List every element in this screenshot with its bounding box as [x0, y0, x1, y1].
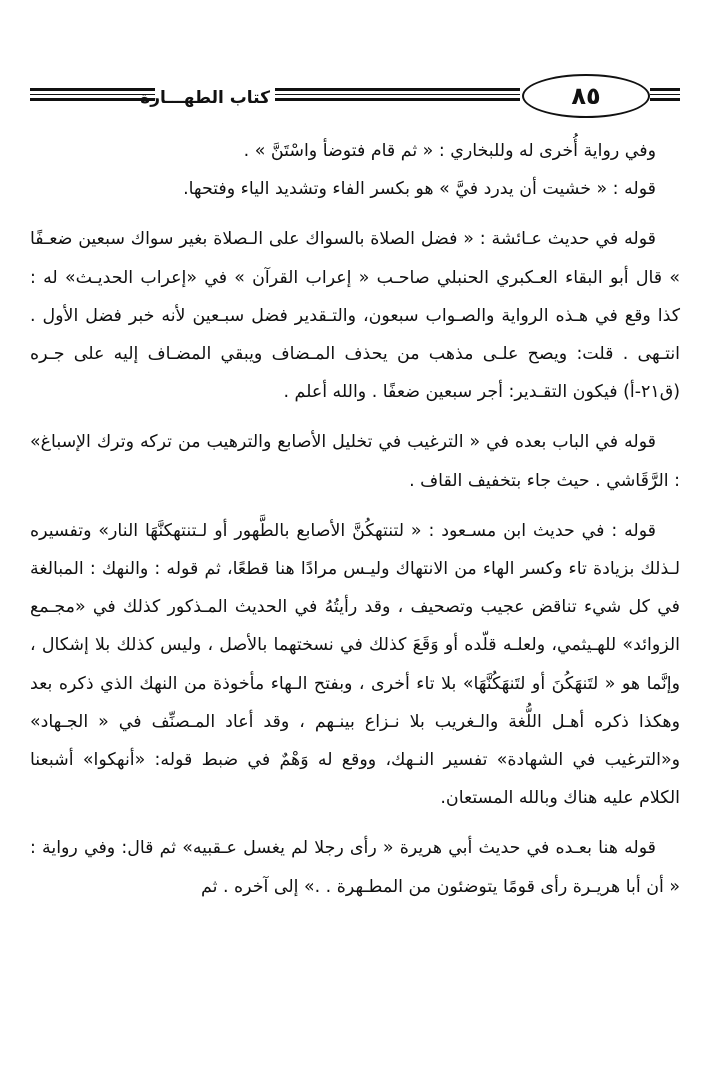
- header-rule-left-mid: [30, 94, 155, 95]
- paragraph: قوله في الباب بعده في « الترغيب في تخليل الأصابع والترهيب من تركه وترك الإسباغ» : الرَّقَاشي . حيث جاء بتخفيف القاف .: [30, 432, 680, 491]
- header-rule-center-bottom: [275, 98, 520, 101]
- header-rule-center-mid: [275, 94, 520, 95]
- paragraph: وفي رواية أُخرى له وللبخاري : « ثم قام فتوضأ واسْتَنَّ » .: [243, 141, 656, 161]
- book-title: كتاب الطهـــارة: [140, 88, 270, 108]
- header-rule-left-bottom: [30, 98, 155, 101]
- page-header: [30, 72, 680, 122]
- page-number-badge: [522, 74, 650, 118]
- paragraph: قوله : في حديث ابن مسـعود : « لتنتهكُنَّ الأصابع بالطَّهور أو لـتنتهكنَّهَا النار» وتفسيره لـذلك بزيادة تاء وكسر الهاء من الانتهاك وليـس مرادًا هنا قطعًا، ثم قوله : والنهك : المبالغة في كل شيء تناقض عجيب وتصحيف ، وقد رأيتُهُ في الحديث المـذكور كذلك في «مجـمع الزوائد» للهـيثمي، ولعلـه قلّده أو وَقَعَ كذلك في نسختهما بالأصل ، وليس كذلك بلا إشكال ، وإنَّما هو « لتَنهَكُنَ أو لتَنهَكُنَّهَا» بلا تاء أخرى ، وبفتح الـهاء مأخوذة من النهك الذي ذكره بعد وهكذا ذكره أهـل اللُّغة والـغريب بلا نـزاع بينـهم ، وقد أعاد المـصنِّف في « الجـهاد» و«الترغيب في الشهادة» تفسير النـهك، ووقع له وَهْمٌ في ضبط قوله: «أنهكوا» أشبعنا الكلام عليه هناك وبالله المستعان.: [30, 520, 680, 809]
- header-rule-right-top: [650, 88, 680, 91]
- paragraph: قوله في حديث عـائشة : « فضل الصلاة بالسواك على الـصلاة بغير سواك سبعين ضعـفًا » قال أبو البقاء العـكبري الحنبلي صاحـب « إعراب القرآن » في «إعراب الحديـث» له : كذا وقع في هـذه الرواية والصـواب سبعون، والتـقدير فضل سبـعين لأنه خبر فضل الأول . انتـهى . قلت: ويصح علـى مذهب من يحذف المـضاف ويبقي المضـاف إليه على جـره (ق٢١-أ) فيكون التقـدير: أجر سبعين ضعفًا . والله أعلم .: [30, 229, 680, 403]
- paragraph: قوله : « خشيت أن يدرد فيَّ » هو بكسر الفاء وتشديد الياء وفتحها.: [183, 179, 656, 200]
- header-rule-center-top: [275, 88, 520, 91]
- page-number: ٨٥: [571, 82, 601, 110]
- header-rule-right-mid: [650, 94, 680, 95]
- page-body: [30, 132, 680, 906]
- paragraph: قوله هنا بعـده في حديث أبي هريرة « رأى رجلا لم يغسل عـقبيه» ثم قال: وفي رواية : « أن أبا هريـرة رأى قومًا يتوضئون من المطـهرة . .» إلى آخره . ثم: [30, 838, 680, 897]
- header-rule-left-top: [30, 88, 155, 91]
- header-rule-right-bottom: [650, 98, 680, 101]
